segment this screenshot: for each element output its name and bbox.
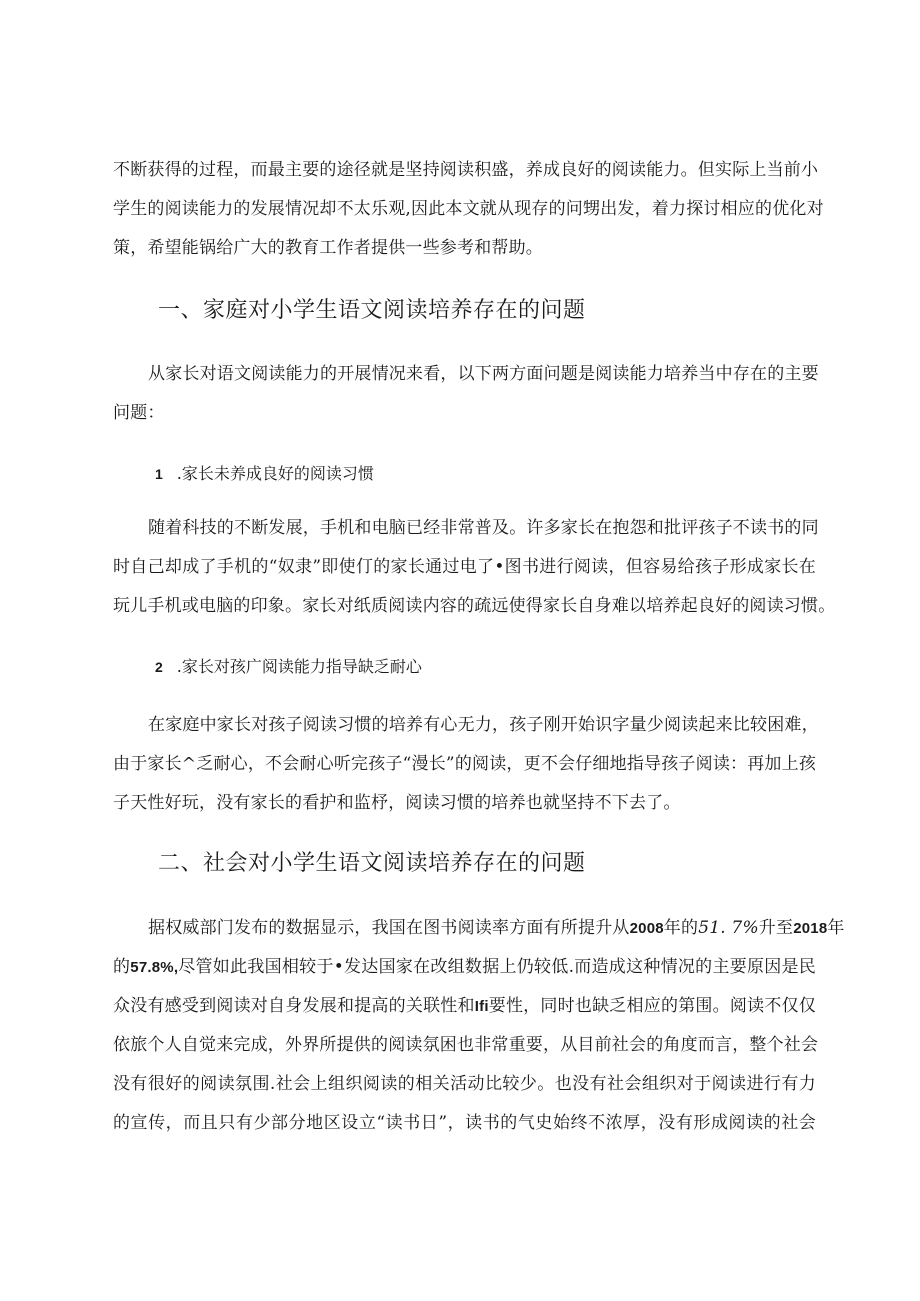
subheading-number: 2 [155,659,163,675]
text-line: 没有很好的阅读氛围.社会上组织阅读的相关活动比较少。也没有社会组织对于阅读进行有力 [113,1074,816,1094]
text-line: 在家庭中家长对孩子阅读习惯的培养有心无力，孩子刚开始识字量少阅读起来比较困难， [148,715,819,735]
text-line: 学生的阅读能力的发展情况却不太乐观,因此本文就从现存的问甥出发，着力探讨相应的优化对 [113,199,824,219]
text-line: 时自己却成了手机的“奴隶”即使仃的家长通过电了•图书进行阅读，但容易给孩子形成家长在 [113,557,816,577]
text-line: 子天性好玩，没有家长的看护和监杼，阅读习惯的培养也就坚持不下去了。 [113,793,681,813]
text-line: 问题： [113,403,165,423]
text-line: 不断获得的过程，而最主要的途径就是坚持阅读积盛，养成良好的阅读能力。但实际上当前小 [113,160,819,180]
text-line: 众没有感受到阅读对自身发展和提高的关联性和Ifi要性，同时也缺乏相应的第围。阅读不仅仅 [113,996,816,1016]
text-line: 由于家长^乏耐心，不会耐心听完孩子“漫长”的阅读，更不会仔细地指导孩子阅读：再加上孩 [113,754,817,774]
text-line: 据权威部门发布的数据显示，我国在图书阅读率方面有所提升从2008年的51. 7%升至2018年 [148,918,845,938]
subheading-title: .家长对孩广阅读能力指导缺乏耐心 [176,657,422,676]
subheading-1 [155,462,374,486]
text-line: 的57.8%,尽管如此我国相较于•发达国家在改组数据上仍较低.而造成这种情况的主要原因是民 [113,957,817,977]
item2-paragraph [113,706,819,823]
section2-paragraph [113,909,845,1143]
text-line: 从家长对语文阅读能力的开展情况来看，以下两方面问题是阅读能力培养当中存在的主要 [148,364,819,384]
section1-intro-paragraph [113,355,819,433]
subheading-2 [155,655,422,679]
section-heading-1: 一、家庭对小学生语文阅读培养存在的问题 [158,298,586,323]
text-line: 依旅个人自觉来完成，外界所提供的阅读氛困也非常重要，从目前社会的角度而言，整个社会 [113,1035,819,1055]
subheading-number: 1 [155,466,163,482]
text-line: 随着科技的不断发展，手机和电脑已经非常普及。许多家长在抱怨和批评孩子不读书的同 [148,518,819,538]
subheading-title: .家长未养成良好的阅读习惯 [176,464,374,483]
intro-paragraph [113,151,824,268]
text-line: 策，希望能锅给广大的教育工作者提供一些参考和帮助。 [113,238,543,258]
section-heading-2: 二、社会对小学生语文阅读培养存在的问题 [158,851,586,876]
text-line: 玩儿手机或电脑的印象。家长对纸质阅读内容的疏远使得家长自身难以培养起良好的阅读习惯。 [113,596,836,616]
item1-paragraph [113,509,836,626]
text-line: 的宣传，而且只有少部分地区设立“读书日”，读书的气史始终不浓厚，没有形成阅读的社会 [113,1113,816,1133]
